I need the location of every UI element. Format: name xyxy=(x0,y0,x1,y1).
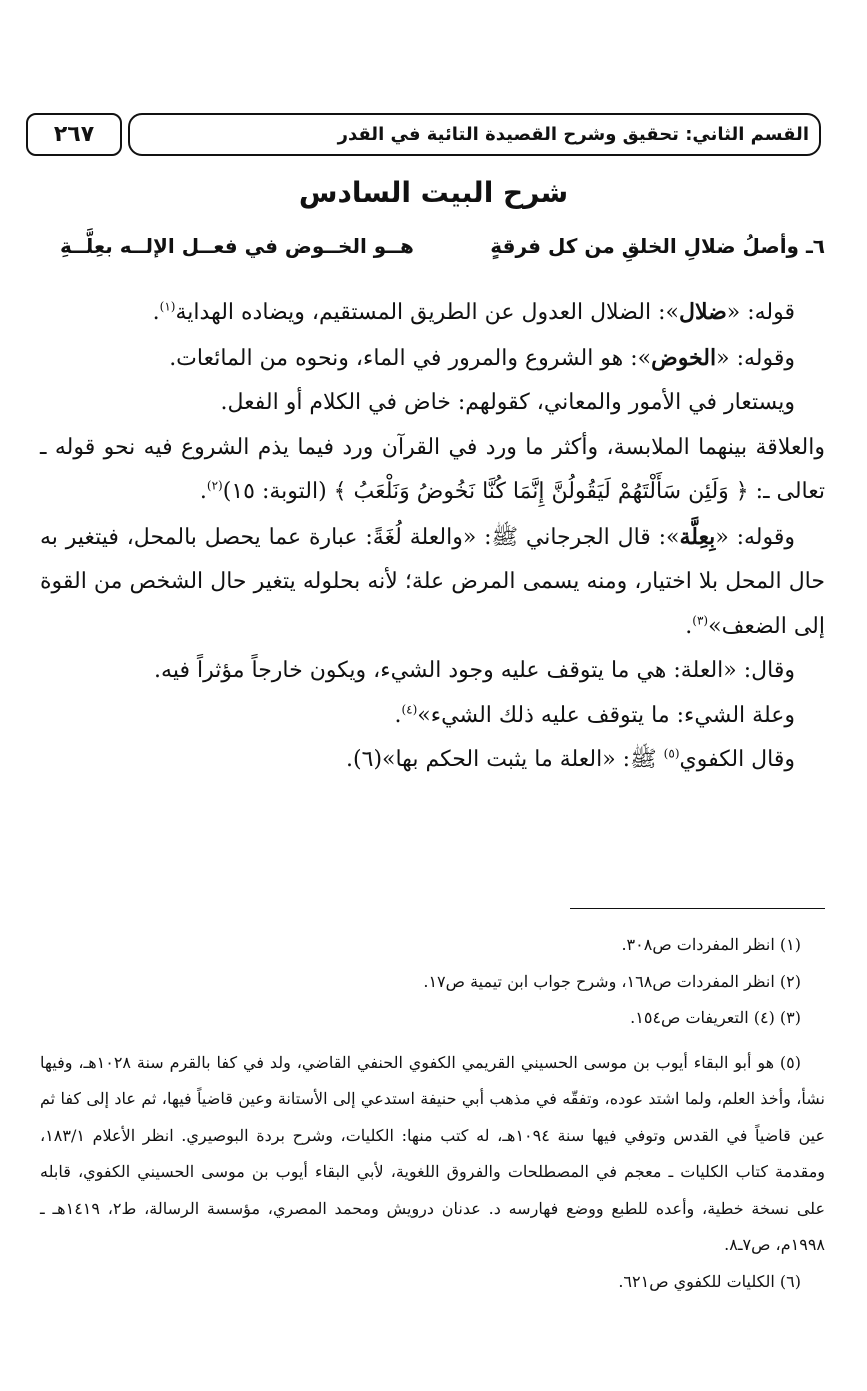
footnote: (٥) هو أبو البقاء أيوب بن موسى الحسيني القريمي الكفوي الحنفي القاضي، ولد في كفا بالقرم سنة ١٠٢٨هـ، وفيها نشأ، وأخذ العلم، ولما اشتد عوده، وتفقّه في مذهب أبي حنيفة استدعي إلى الأستانة وعين قاضياً فيها، ثم عاد إلى كفا ثم عين قاضياً في القدس وتوفي فيها سنة ١٠٩٤هـ، له كتب منها: الكليات، وشرح بردة البوصيري. انظر الأعلام ١٨٣/١، ومقدمة كتاب الكليات ـ معجم في المصطلحات والفروق اللغوية، لأبي البقاء أيوب بن موسى الحسيني الكفوي، قابله على نسخة خطية، وأعده للطبع ووضع فهارسه د. عدنان درويش ومحمد المصري، مؤسسة الرسالة، ط٢، ١٤١٩هـ ـ ١٩٩٨م، ص٧ـ٨. xyxy=(40,1052,825,1254)
footnote-ref[interactable]: (٤) xyxy=(401,702,418,717)
paragraph: وعلة الشيء: ما يتوقف عليه ذلك الشيء»$^{(٤)}$. xyxy=(394,702,795,728)
footnote: (٦) الكليات للكفوي ص٦٢١. xyxy=(618,1271,801,1291)
verse-hemistich-first: ٦ـ وأصلُ ضلالِ الخلقِ من كل فرقةٍ xyxy=(490,234,825,258)
commentary-body xyxy=(40,290,825,783)
term: ضلال xyxy=(678,299,727,325)
footnote-ref[interactable]: (٣) xyxy=(692,613,709,628)
footnote-ref[interactable]: (٢) xyxy=(206,478,223,493)
paragraph: والعلاقة بينهما الملابسة، وأكثر ما ورد في القرآن ورد فيما يذم الشروع فيه نحو قوله ـ تعالى ـ: ﴿ وَلَئِن سَأَلْتَهُمْ لَيَقُولُنَّ إِنَّمَا كُنَّا نَخُوضُ وَنَلْعَبُ ﴾ (التوبة: ١٥)$^{(٢)}$. xyxy=(40,434,825,504)
paragraph: قوله: «ضلال»: الضلال العدول عن الطريق المستقيم، ويضاده الهداية$^{(١)}$. xyxy=(152,299,795,325)
paragraph: ويستعار في الأمور والمعاني، كقولهم: خاض في الكلام أو الفعل. xyxy=(220,390,795,415)
term: الخوض xyxy=(651,344,717,371)
footnotes xyxy=(40,927,825,1300)
verse-line xyxy=(50,230,825,270)
paragraph: وقال: «العلة: هي ما يتوقف عليه وجود الشيء، ويكون خارجاً مؤثراً فيه. xyxy=(154,658,795,683)
verse-hemistich-second: هــو الخــوض في فعــل الإلــه بعِلَّــةِ xyxy=(60,234,414,258)
paragraph: وقوله: «الخوض»: هو الشروع والمرور في الماء، ونحوه من المائعات. xyxy=(169,344,795,371)
footnote-separator xyxy=(570,908,825,909)
footnote: (٢) انظر المفردات ص١٦٨، وشرح جواب ابن تيمية ص١٧. xyxy=(423,971,801,991)
page-number: ٢٦٧ xyxy=(26,113,122,156)
footnote: (١) انظر المفردات ص٣٠٨. xyxy=(621,935,801,954)
paragraph: وقال الكفوي$^{(٥)}$ ﷺ: «العلة ما يثبت الحكم بها»(٦). xyxy=(346,746,795,772)
footnote: (٣) (٤) التعريفات ص١٥٤. xyxy=(630,1008,801,1027)
term: بِعِلَّة xyxy=(679,523,716,550)
footnote-ref[interactable]: (٥) xyxy=(663,746,680,761)
running-header xyxy=(128,113,821,156)
section-title: شرح البيت السادس xyxy=(298,176,569,209)
footnote-ref[interactable]: (١) xyxy=(159,299,176,314)
running-title: القسم الثاني: تحقيق وشرح القصيدة التائية في القدر xyxy=(337,124,809,145)
paragraph: وقوله: «بِعِلَّة»: قال الجرجاني ﷺ: «والعلة لُغَةً: عبارة عما يحصل بالمحل، فيتغير به حال المحل بلا اختيار، ومنه يسمى المرض علة؛ لأنه بحلوله يتغير حال الشخص من القوة إلى الضعف»$^{(٣)}$. xyxy=(40,523,825,639)
